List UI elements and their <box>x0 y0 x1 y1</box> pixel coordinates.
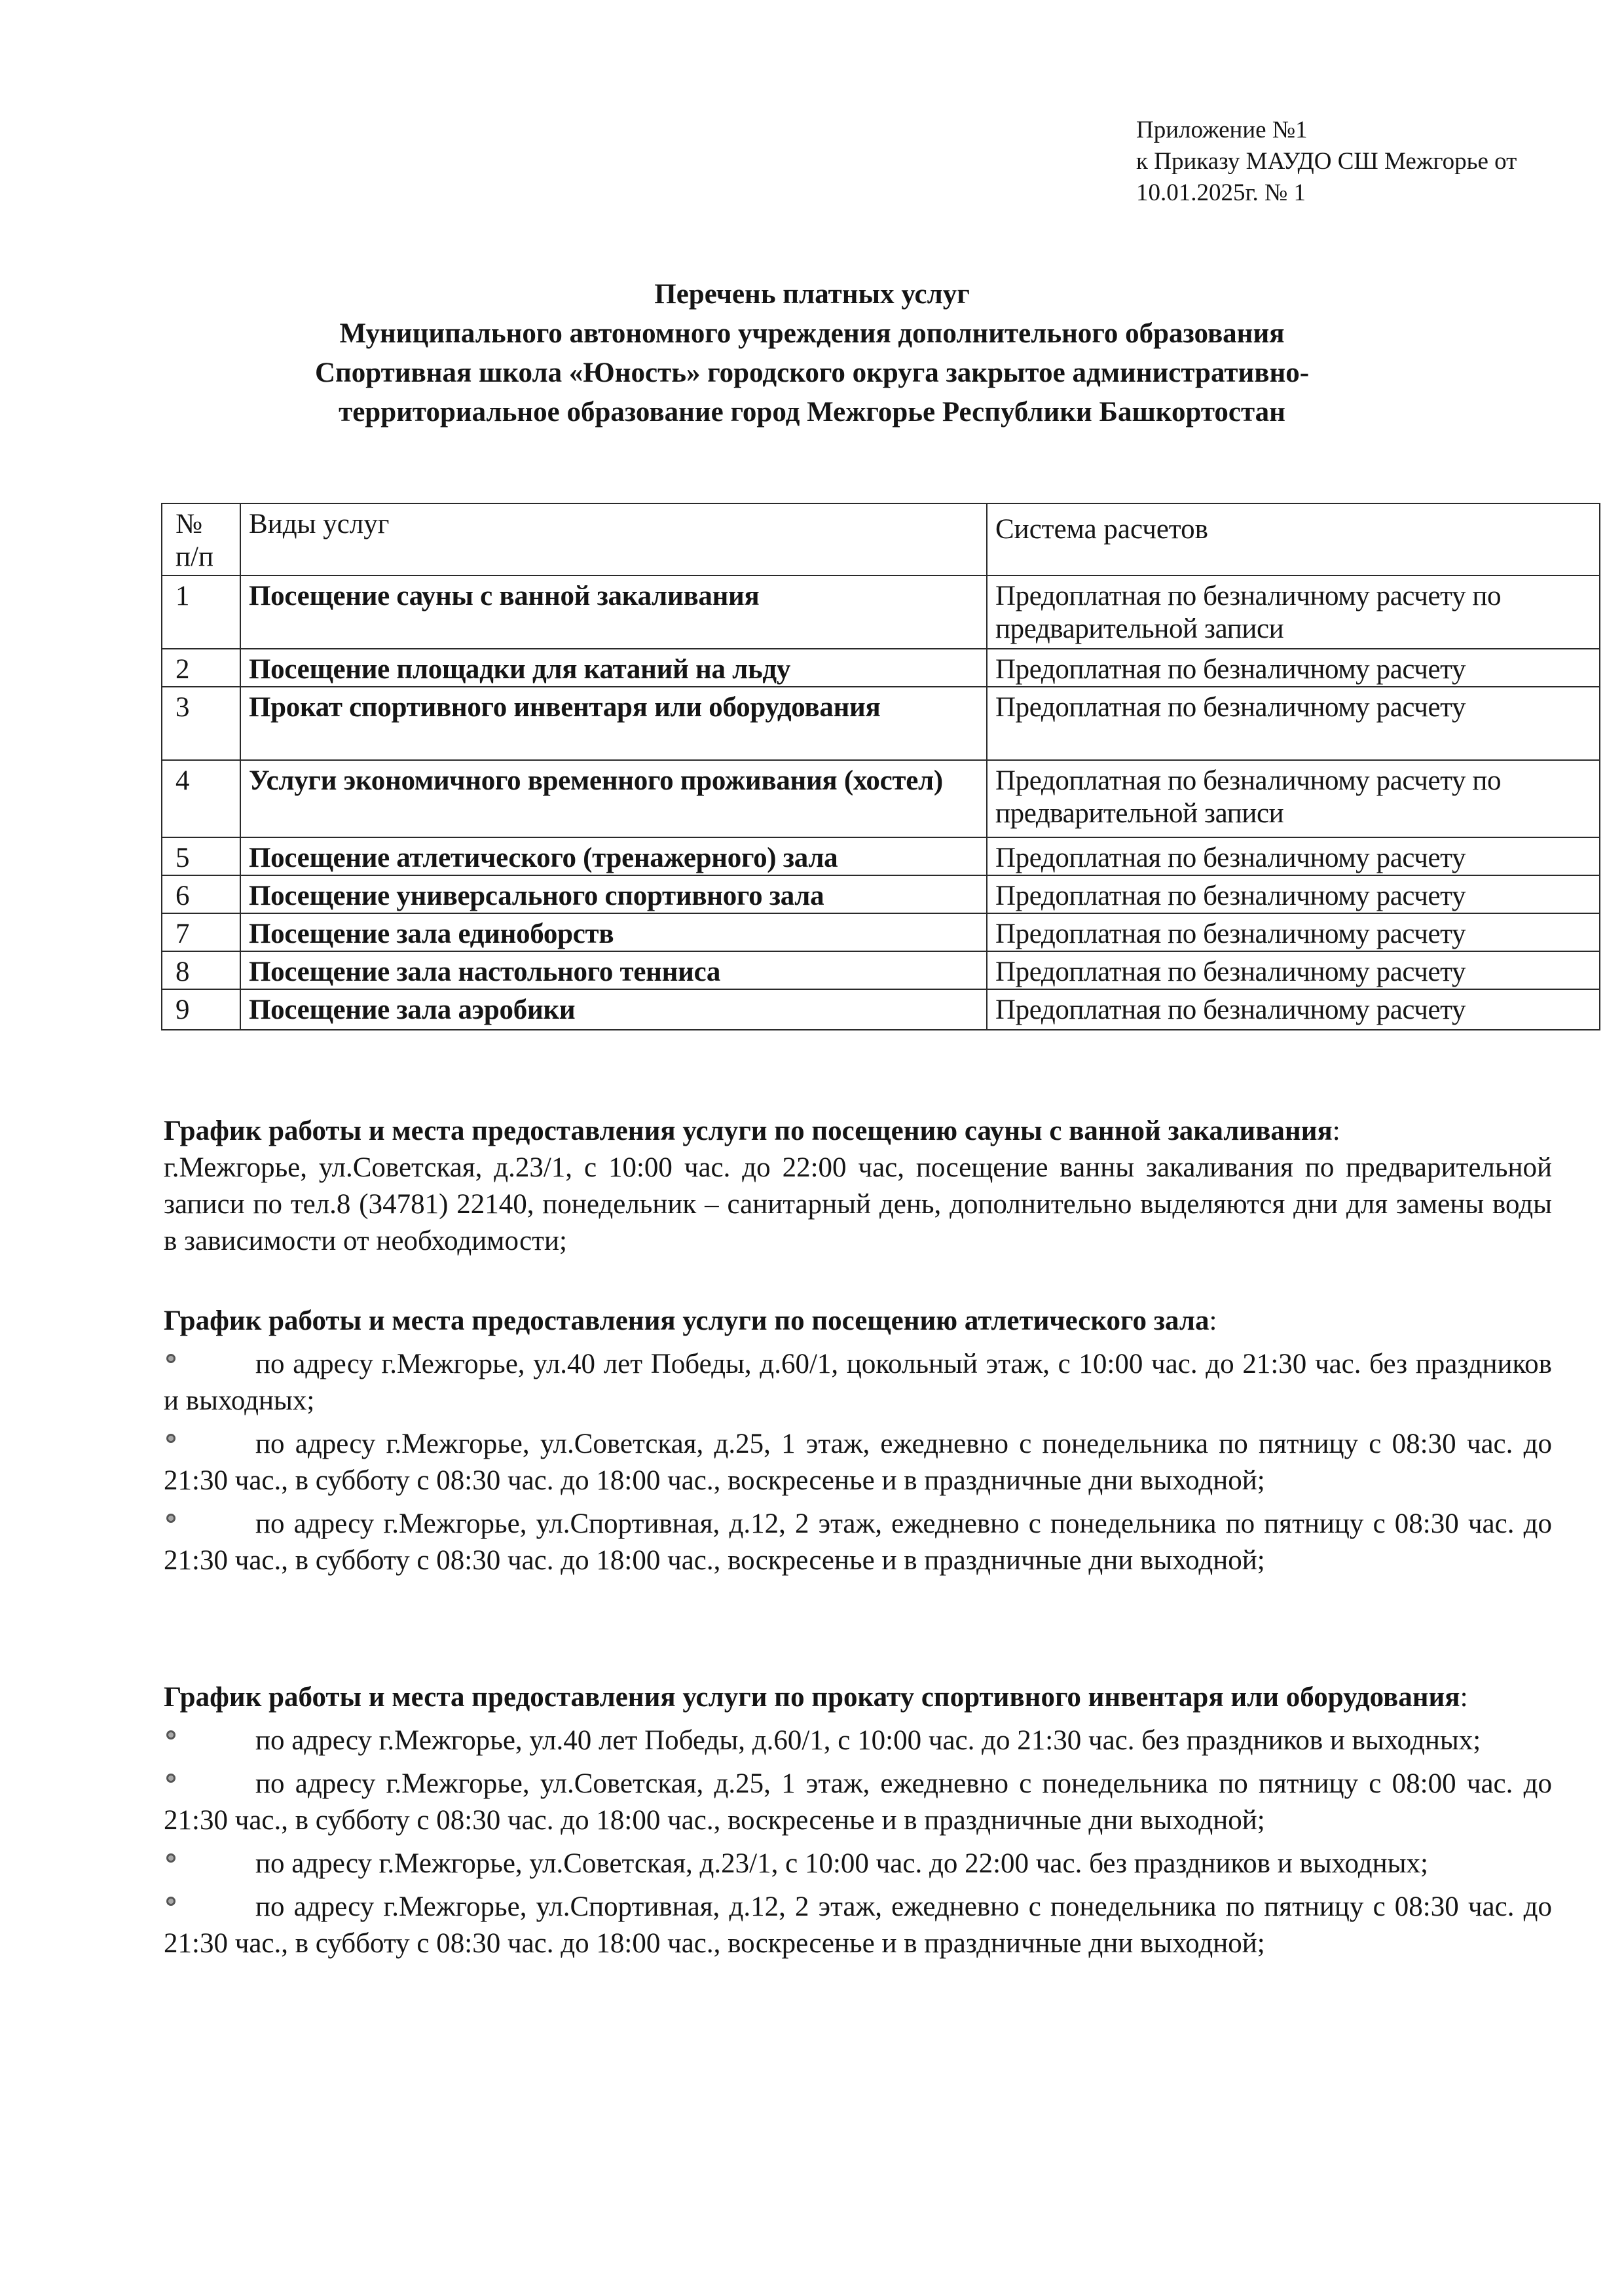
header-service: Виды услуг <box>240 503 987 575</box>
table-row <box>162 837 1600 875</box>
title-line-3: Спортивная школа «Юность» городского округа закрытое административно- <box>314 357 1310 388</box>
gym-heading-colon: : <box>1209 1305 1217 1336</box>
gym-item-text: по адресу г.Межгорье, ул.40 лет Победы, д.60/1, цокольный этаж, с 10:00 час. до 21:30 час. без праздников и выходных; <box>164 1349 1552 1416</box>
sauna-schedule-section <box>164 1113 1552 1260</box>
gym-item-text: по адресу г.Межгорье, ул.Спортивная, д.12, 2 этаж, ежедневно с понедельника по пятницу с 08:30 час. до 21:30 час., в субботу с 08:30 час. до 18:00 час., воскресенье и в праздничные дни выходной; <box>164 1508 1552 1576</box>
gym-item-text: по адресу г.Межгорье, ул.Советская, д.25, 1 этаж, ежедневно с понедельника по пятницу с 08:30 час. до 21:30 час., в субботу с 08:30 час. до 18:00 час., воскресенье и в праздничные дни выходной; <box>164 1429 1552 1496</box>
table-row <box>162 875 1600 913</box>
row-payment: Предоплатная по безналичному расчету по предварительной записи <box>987 575 1600 649</box>
row-service: Посещение зала настольного тенниса <box>240 951 987 989</box>
table-row <box>162 575 1600 649</box>
table-row <box>162 760 1600 837</box>
document-title <box>196 275 1428 432</box>
sauna-schedule-text: г.Межгорье, ул.Советская, д.23/1, с 10:00 час. до 22:00 час, посещение ванны закаливания по предварительной записи по тел.8 (34781) 22140, понедельник – санитарный день, дополнительно выделяются дни для замены воды в зависимости от необходимости; <box>164 1152 1552 1256</box>
list-item <box>164 1766 1552 1839</box>
list-item <box>164 1506 1552 1579</box>
gym-heading-text: График работы и места предоставления услуги по посещению атлетического зала <box>164 1305 1209 1336</box>
row-payment: Предоплатная по безналичному расчету <box>987 875 1600 913</box>
row-payment: Предоплатная по безналичному расчету <box>987 913 1600 951</box>
row-service: Посещение атлетического (тренажерного) зала <box>240 837 987 875</box>
row-num: 5 <box>162 837 240 875</box>
row-num: 7 <box>162 913 240 951</box>
bullet-icon <box>166 1514 175 1523</box>
rental-schedule-heading <box>164 1679 1552 1716</box>
rental-item-text: по адресу г.Межгорье, ул.40 лет Победы, д.60/1, с 10:00 час. до 21:30 час. без праздников и выходных; <box>255 1725 1481 1756</box>
row-service: Посещение зала аэробики <box>240 989 987 1030</box>
attachment-line-2: к Приказу МАУДО СШ Межгорье от <box>1136 148 1517 175</box>
table-row <box>162 989 1600 1030</box>
rental-item-text: по адресу г.Межгорье, ул.Советская, д.23/1, с 10:00 час. до 22:00 час. без праздников и выходных; <box>255 1848 1429 1879</box>
table-row <box>162 951 1600 989</box>
row-payment: Предоплатная по безналичному расчету <box>987 837 1600 875</box>
title-line-1: Перечень платных услуг <box>654 279 970 310</box>
header-payment: Система расчетов <box>987 503 1600 575</box>
services-table <box>161 503 1600 1030</box>
rental-item-text: по адресу г.Межгорье, ул.Советская, д.25, 1 этаж, ежедневно с понедельника по пятницу с 08:00 час. до 21:30 час., в субботу с 08:30 час. до 18:00 час., воскресенье и в праздничные дни выходной; <box>164 1768 1552 1836</box>
row-num: 8 <box>162 951 240 989</box>
row-num: 6 <box>162 875 240 913</box>
row-service: Прокат спортивного инвентаря или оборудования <box>240 687 987 760</box>
title-line-4: территориальное образование город Межгорье Республики Башкортостан <box>339 397 1285 428</box>
table-row <box>162 913 1600 951</box>
row-num: 1 <box>162 575 240 649</box>
row-service: Посещение сауны с ванной закаливания <box>240 575 987 649</box>
list-item <box>164 1846 1552 1882</box>
rental-heading-colon: : <box>1460 1682 1468 1713</box>
bullet-icon <box>166 1434 175 1443</box>
rental-heading-text: График работы и места предоставления услуги по прокату спортивного инвентаря или оборудования <box>164 1682 1460 1713</box>
row-num: 9 <box>162 989 240 1030</box>
sauna-schedule-heading <box>164 1113 1552 1150</box>
sauna-heading-text: График работы и места предоставления услуги по посещению сауны с ванной закаливания <box>164 1116 1333 1146</box>
bullet-icon <box>166 1354 175 1363</box>
attachment-line-1: Приложение №1 <box>1136 117 1308 143</box>
row-num: 3 <box>162 687 240 760</box>
row-num: 4 <box>162 760 240 837</box>
header-num: № п/п <box>162 503 240 575</box>
list-item <box>164 1346 1552 1419</box>
row-service: Услуги экономичного временного проживания (хостел) <box>240 760 987 837</box>
gym-schedule-heading <box>164 1303 1552 1339</box>
row-payment: Предоплатная по безналичному расчету <box>987 687 1600 760</box>
row-payment: Предоплатная по безналичному расчету <box>987 649 1600 687</box>
list-item <box>164 1722 1552 1759</box>
bullet-icon <box>166 1897 175 1906</box>
gym-schedule-section <box>164 1303 1552 1579</box>
row-payment: Предоплатная по безналичному расчету <box>987 951 1600 989</box>
title-line-2: Муниципального автономного учреждения дополнительного образования <box>339 318 1285 349</box>
row-service: Посещение площадки для катаний на льду <box>240 649 987 687</box>
bullet-icon <box>166 1853 175 1863</box>
table-row <box>162 687 1600 760</box>
attachment-line-3: 10.01.2025г. № 1 <box>1136 179 1306 206</box>
rental-item-text: по адресу г.Межгорье, ул.Спортивная, д.12, 2 этаж, ежедневно с понедельника по пятницу с 08:30 час. до 21:30 час., в субботу с 08:30 час. до 18:00 час., воскресенье и в праздничные дни выходной; <box>164 1891 1552 1959</box>
attachment-note <box>1136 115 1562 209</box>
rental-schedule-section <box>164 1679 1552 1962</box>
row-service: Посещение универсального спортивного зала <box>240 875 987 913</box>
table-row <box>162 649 1600 687</box>
list-item <box>164 1426 1552 1499</box>
row-num: 2 <box>162 649 240 687</box>
table-header-row <box>162 503 1600 575</box>
bullet-icon <box>166 1730 175 1740</box>
row-payment: Предоплатная по безналичному расчету <box>987 989 1600 1030</box>
list-item <box>164 1889 1552 1962</box>
row-service: Посещение зала единоборств <box>240 913 987 951</box>
row-payment: Предоплатная по безналичному расчету по предварительной записи <box>987 760 1600 837</box>
sauna-heading-colon: : <box>1332 1116 1340 1146</box>
bullet-icon <box>166 1774 175 1783</box>
